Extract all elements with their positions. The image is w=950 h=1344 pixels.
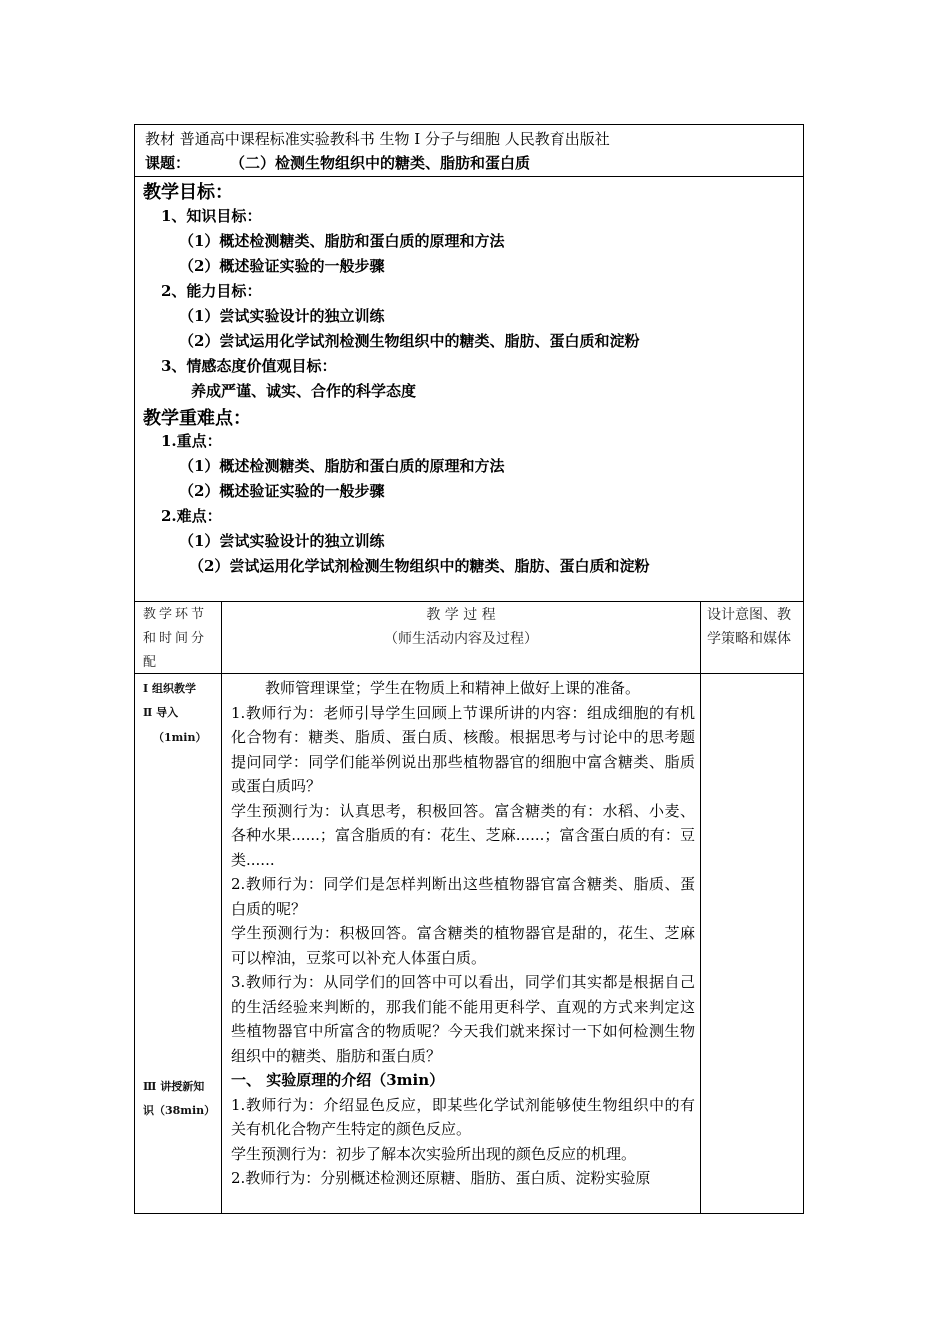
header-process-title: 教 学 过 程 bbox=[426, 607, 496, 623]
process-paragraph: 2.教师行为：同学们是怎样判断出这些植物器官富含糖类、脂质、蛋白质的呢？ bbox=[231, 875, 695, 918]
process-paragraph: 1.教师行为：介绍显色反应，即某些化学试剂能够使生物组织中的有关有机化合物产生特定的颜色反应。 bbox=[231, 1095, 695, 1138]
difficult-item: （2）尝试运用化学试剂检测生物组织中的糖类、脂肪、蛋白质和淀粉 bbox=[189, 557, 650, 575]
process-paragraph: 教师管理课堂；学生在物质上和精神上做好上课的准备。 bbox=[265, 679, 641, 697]
knowledge-item: （1）概述检测糖类、脂肪和蛋白质的原理和方法 bbox=[179, 232, 505, 250]
difficult-item: （1）尝试实验设计的独立训练 bbox=[179, 532, 385, 550]
header-stage-time: 教学环节和时间分配 bbox=[143, 607, 208, 670]
objectives-section bbox=[135, 177, 803, 602]
process-paragraph: 学生预测行为：认真思考，积极回答。富含糖类的有：水稻、小麦、各种水果......；富含脂质的有：花生、芝麻......；富含蛋白质的有：豆类...... bbox=[231, 801, 695, 869]
knowledge-label: 1、知识目标： bbox=[161, 207, 262, 225]
difficult-label: 2.难点： bbox=[161, 507, 222, 525]
key-label: 1.重点： bbox=[161, 432, 222, 450]
key-item: （1）概述检测糖类、脂肪和蛋白质的原理和方法 bbox=[179, 457, 505, 475]
lesson-plan-table bbox=[134, 124, 804, 1214]
ability-item: （1）尝试实验设计的独立训练 bbox=[179, 307, 385, 325]
stage-3-time: 识（38min） bbox=[143, 1104, 216, 1117]
attitude-item: 养成严谨、诚实、合作的科学态度 bbox=[191, 382, 417, 400]
key-item: （2）概述验证实验的一般步骤 bbox=[179, 482, 385, 500]
process-paragraph: 3.教师行为：从同学们的回答中可以看出，同学们其实都是根据自己的生活经验来判断的，那我们能不能用更科学、直观的方式来判定这些植物器官中所富含的物质呢？今天我们就来探讨一下如何检测生物组织中的糖类、脂肪和蛋白质？ bbox=[231, 973, 695, 1065]
section-heading: 一、 实验原理的介绍（3min） bbox=[231, 1071, 445, 1089]
attitude-label: 3、情感态度价值观目标： bbox=[161, 357, 337, 375]
ability-label: 2、能力目标： bbox=[161, 282, 262, 300]
ability-item: （2）尝试运用化学试剂检测生物组织中的糖类、脂肪、蛋白质和淀粉 bbox=[179, 332, 640, 350]
key-points-heading: 教学重难点： bbox=[143, 408, 251, 429]
objectives-heading: 教学目标： bbox=[143, 182, 233, 203]
topic-label: 课题： bbox=[145, 154, 191, 172]
process-paragraph: 2.教师行为：分别概述检测还原糖、脂肪、蛋白质、淀粉实验原 bbox=[231, 1169, 651, 1187]
stage-2-time: （1min） bbox=[153, 731, 207, 744]
header-section bbox=[135, 125, 803, 177]
column-divider bbox=[221, 601, 222, 1213]
process-paragraph: 1.教师行为：老师引导学生回顾上节课所讲的内容：组成细胞的有机化合物有：糖类、脂质、蛋白质、核酸。根据思考与讨论中的思考题提问同学：同学们能举例说出那些植物器官的细胞中富含糖类、脂质或蛋白质吗？ bbox=[231, 703, 695, 795]
topic-line bbox=[145, 152, 530, 173]
textbook-line: 教材 普通高中课程标准实验教科书 生物 Ⅰ 分子与细胞 人民教育出版社 bbox=[145, 130, 610, 148]
header-design-intent: 设计意图、教学策略和媒体 bbox=[707, 607, 791, 647]
process-paragraph: 学生预测行为：初步了解本次实验所出现的颜色反应的机理。 bbox=[231, 1144, 637, 1163]
topic-title: （二）检测生物组织中的糖类、脂肪和蛋白质 bbox=[230, 154, 531, 172]
stage-2: Ⅱ 导入 bbox=[143, 706, 179, 719]
column-divider bbox=[700, 601, 701, 1213]
knowledge-item: （2）概述验证实验的一般步骤 bbox=[179, 257, 385, 275]
stage-1: Ⅰ 组织教学 bbox=[143, 682, 196, 695]
process-content bbox=[231, 676, 695, 1191]
header-process bbox=[223, 603, 699, 651]
stage-3: Ⅲ 讲授新知 bbox=[143, 1080, 205, 1093]
process-paragraph: 学生预测行为：积极回答。富含糖类的植物器官是甜的，花生、芝麻可以榨油，豆浆可以补充人体蛋白质。 bbox=[231, 924, 695, 967]
header-process-subtitle: （师生活动内容及过程） bbox=[384, 631, 538, 647]
